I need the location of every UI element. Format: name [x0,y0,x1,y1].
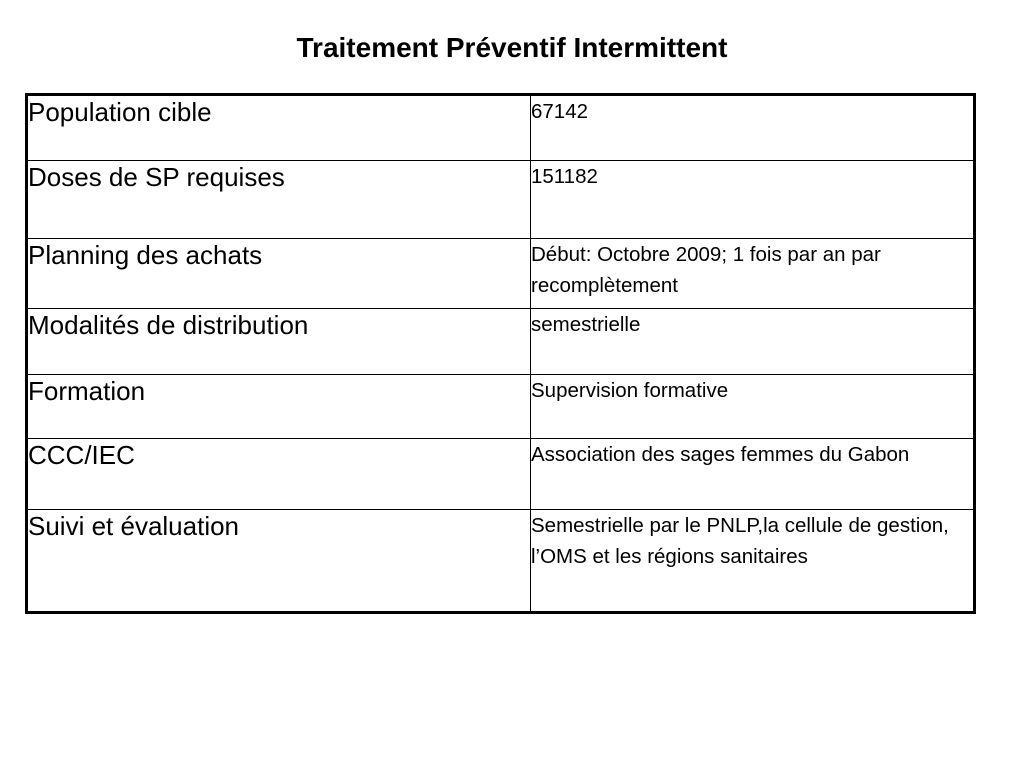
row-value: 67142 [531,95,975,161]
table-row [27,375,975,439]
table-row [27,510,975,613]
row-label: Suivi et évaluation [27,510,531,613]
table-row [27,95,975,161]
info-table [25,93,976,614]
row-label: Population cible [27,95,531,161]
table-row [27,161,975,239]
row-value: Supervision formative [531,375,975,439]
row-value: 151182 [531,161,975,239]
row-label: CCC/IEC [27,439,531,510]
row-label: Modalités de distribution [27,309,531,375]
row-value: Association des sages femmes du Gabon [531,439,975,510]
row-value: Semestrielle par le PNLP,la cellule de gestion, l’OMS et les régions sanitaires [531,510,975,613]
table-row [27,439,975,510]
row-label: Doses de SP requises [27,161,531,239]
row-value: Début: Octobre 2009; 1 fois par an par recomplètement [531,239,975,309]
table-row [27,239,975,309]
table-row [27,309,975,375]
row-label: Planning des achats [27,239,531,309]
row-label: Formation [27,375,531,439]
row-value: semestrielle [531,309,975,375]
slide-title: Traitement Préventif Intermittent [296,32,728,63]
